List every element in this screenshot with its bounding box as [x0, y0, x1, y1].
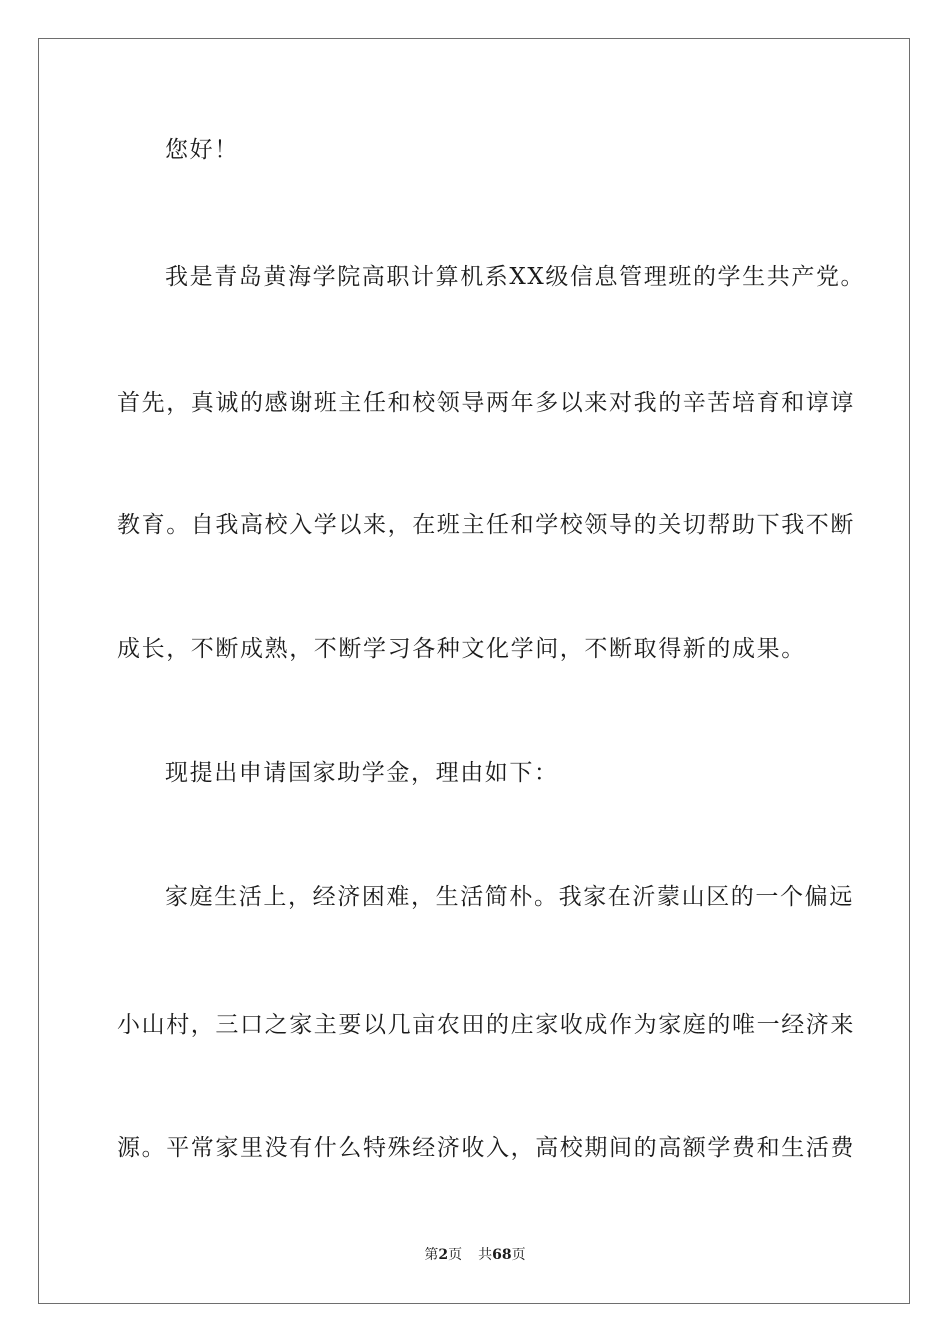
- total-suffix: 页: [511, 1247, 526, 1263]
- page-footer: [0, 1245, 950, 1265]
- paragraph-line: 成长，不断成熟，不断学习各种文化学问，不断取得新的成果。: [117, 636, 806, 662]
- page-prefix: 第: [424, 1247, 439, 1263]
- paragraph-line: 现提出申请国家助学金，理由如下：: [165, 760, 559, 786]
- page-suffix: 页: [448, 1247, 463, 1263]
- paragraph-line: 教育。自我高校入学以来，在班主任和学校领导的关切帮助下我不断: [117, 512, 855, 538]
- paragraph-line: 家庭生活上，经济困难，生活简朴。我家在沂蒙山区的一个偏远: [165, 884, 854, 910]
- paragraph-line: 小山村，三口之家主要以几亩农田的庄家收成作为家庭的唯一经济来: [117, 1012, 855, 1038]
- total-prefix: 共: [478, 1247, 493, 1263]
- greeting-line: 您好！: [165, 137, 239, 163]
- paragraph-line: 首先，真诚的感谢班主任和校领导两年多以来对我的辛苦培育和谆谆: [117, 390, 855, 416]
- paragraph-line: 源。平常家里没有什么特殊经济收入，高校期间的高额学费和生活费: [117, 1135, 855, 1161]
- page-frame: [38, 38, 910, 1304]
- total-page-count: 68: [492, 1247, 512, 1263]
- paragraph-line: 我是青岛黄海学院高职计算机系XX级信息管理班的学生共产党。: [165, 264, 866, 290]
- current-page-number: 2: [438, 1247, 449, 1263]
